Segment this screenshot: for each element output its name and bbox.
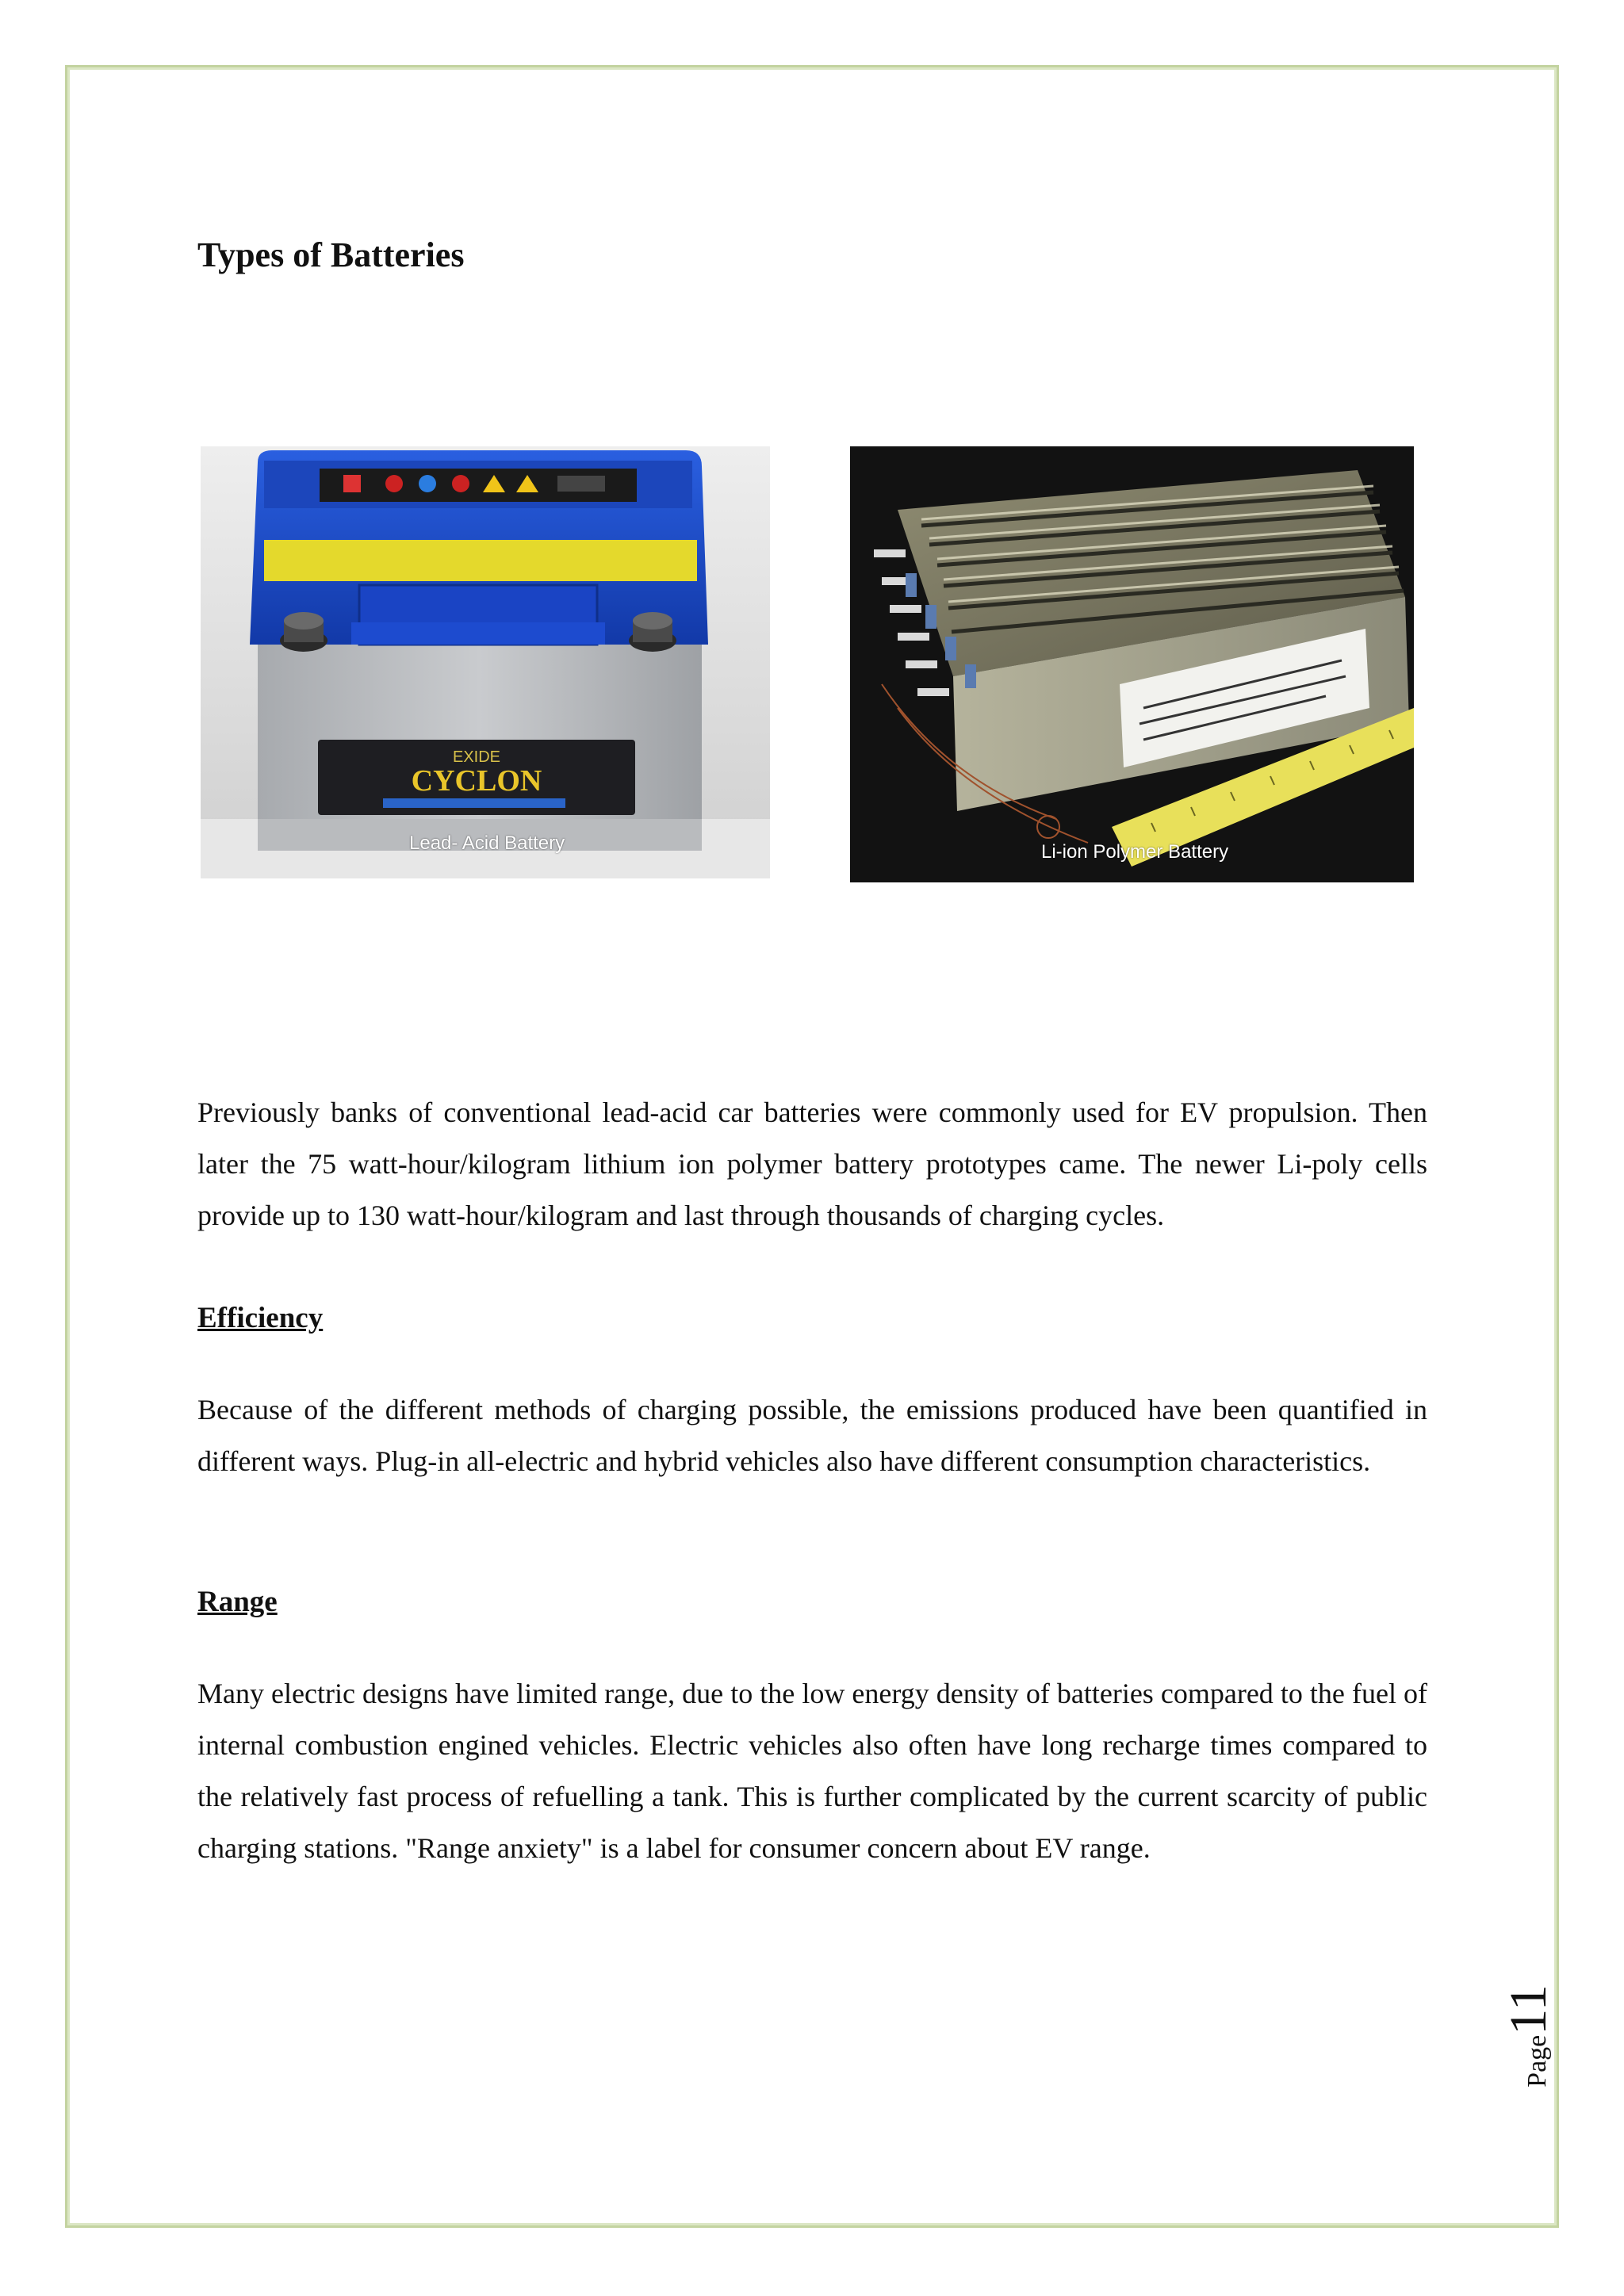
heading-efficiency: Efficiency (197, 1302, 324, 1334)
lead-acid-battery-photo (201, 446, 770, 878)
battery-label-text: CYCLON (411, 764, 542, 798)
page-number-label: Page (1522, 2034, 1552, 2087)
lead-acid-battery-image (201, 446, 770, 878)
battery-brand-text: EXIDE (452, 748, 501, 766)
page-title: Types of Batteries (197, 235, 465, 274)
figure-caption-lead-acid: Lead- Acid Battery (409, 832, 565, 854)
page-number-value: 11 (1500, 1984, 1557, 2035)
li-ion-polymer-battery-photo (850, 446, 1414, 882)
figure-caption-li-ion: Li-ion Polymer Battery (1041, 841, 1229, 863)
heading-range: Range (197, 1586, 278, 1618)
paragraph-efficiency: Because of the different methods of charging possible, the emissions produced have been quantified in different ways. Plug-in all-electric and hybrid vehicles also have different consumption characteristics. (197, 1394, 1427, 1477)
paragraph-range: Many electric designs have limited range, due to the low energy density of batteries compared to the fuel of internal combustion engined vehicles. Electric vehicles also often have long recharge times compared to the relatively fast process of refuelling a tank. This is further complicated by the current scarcity of public charging stations. "Range anxiety" is a label for consumer concern about EV range. (197, 1678, 1427, 1864)
li-ion-polymer-battery-image (850, 446, 1414, 882)
paragraph-intro: Previously banks of conventional lead-acid car batteries were commonly used for EV propulsion. Then later the 75 watt-hour/kilogram lithium ion polymer battery prototypes came. The newer Li-poly cells provide up to 130 watt-hour/kilogram and last through thousands of charging cycles. (197, 1096, 1427, 1231)
page-number (1500, 1980, 1557, 2091)
